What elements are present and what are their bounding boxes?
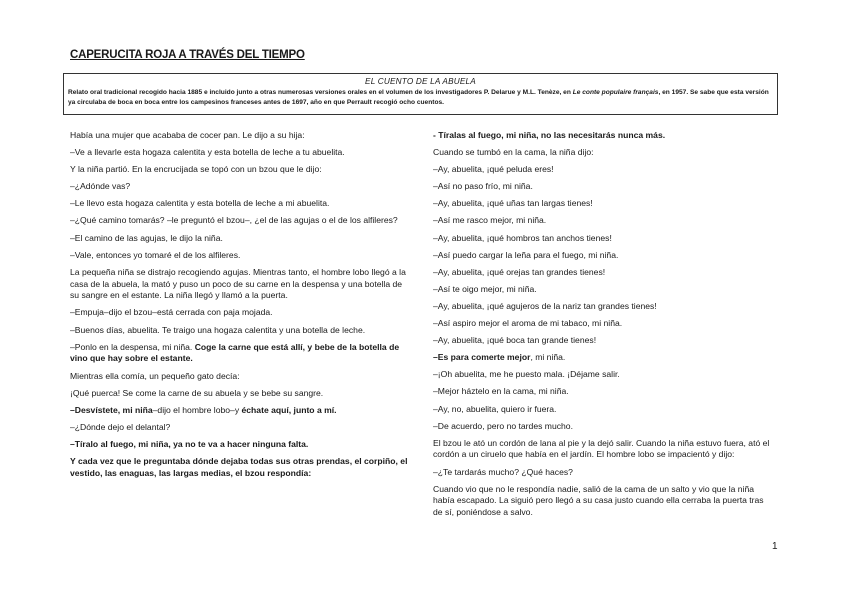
paragraph: Cuando se tumbó en la cama, la niña dijo: xyxy=(433,147,594,158)
text-bold: –Desvístete, mi niña xyxy=(70,404,153,415)
paragraph xyxy=(433,352,773,364)
paragraph: –¿Dónde dejo el delantal? xyxy=(70,421,171,432)
paragraph: –Mejor háztelo en la cama, mi niña. xyxy=(433,386,569,397)
paragraph: El bzou le ató un cordón de lana al pie y la dejó salir. Cuando la niña estuvo fuera, ató el cordón a un ciruelo que había en el jardín. El hombre lobo se impacientó y dijo: xyxy=(433,437,770,460)
paragraph: –Empuja–dijo el bzou–está cerrada con paja mojada. xyxy=(70,307,273,318)
text-plain: –Ponlo en la despensa, mi niña. xyxy=(70,341,195,352)
text-plain: –dijo el hombre lobo–y xyxy=(152,404,242,415)
paragraph: –Así no paso frío, mi niña. xyxy=(433,181,533,192)
paragraph: –Así te oigo mejor, mi niña. xyxy=(433,283,537,294)
paragraph: –Ay, abuelita, ¡qué agujeros de la nariz tan grandes tienes! xyxy=(433,300,657,311)
box-italic-title: Le conte populaire français xyxy=(572,89,659,96)
paragraph: –¿Qué camino tomarás? –le preguntó el bzou–, ¿el de las agujas o el de los alfileres? xyxy=(70,215,398,226)
document-title: CAPERUCITA ROJA A TRAVÉS DEL TIEMPO xyxy=(70,49,305,61)
paragraph: –Ay, abuelita, ¡qué orejas tan grandes tienes! xyxy=(433,266,606,277)
paragraph: –Tíralo al fuego, mi niña, ya no te va a hacer ninguna falta. xyxy=(70,438,309,449)
paragraph: –El camino de las agujas, le dijo la niña. xyxy=(70,232,223,243)
paragraph: La pequeña niña se distrajo recogiendo agujas. Mientras tanto, el hombre lobo llegó a la casa de la abuela, la mató y puso un poco de su carne en la despensa y una botella de su sangre en el estante. La niña llegó y llamó a la puerta. xyxy=(70,266,406,301)
paragraph: –Vale, entonces yo tomaré el de los alfileres. xyxy=(70,249,241,260)
paragraph xyxy=(70,342,410,366)
paragraph: –Así me rasco mejor, mi niña. xyxy=(433,215,547,226)
paragraph xyxy=(70,405,410,417)
paragraph: –¿Te tardarás mucho? ¿Qué haces? xyxy=(433,466,573,477)
paragraph: –Ay, no, abuelita, quiero ir fuera. xyxy=(433,403,557,414)
paragraph: –Ve a llevarle esta hogaza calentita y esta botella de leche a tu abuelita. xyxy=(70,147,345,158)
paragraph: Y cada vez que le preguntaba dónde dejaba todas sus otras prendas, el corpiño, el vestido, las enaguas, las largas medias, el bzou respondía: xyxy=(70,455,408,478)
box-text xyxy=(68,88,773,108)
paragraph: –Ay, abuelita, ¡qué boca tan grande tienes! xyxy=(433,335,597,346)
paragraph: Mientras ella comía, un pequeño gato decía: xyxy=(70,370,240,381)
text-bold: Coge la carne que está allí, y bebe de la botella de vino que hay sobre el estante. xyxy=(70,341,400,364)
paragraph: –Ay, abuelita, ¡qué uñas tan largas tienes! xyxy=(433,198,593,209)
text-bold: échate aquí, junto a mí. xyxy=(241,404,337,415)
box-text-after: , en 1957. Se sabe que esta versión ya circulaba de boca en boca entre los campesinos franceses antes de 1697, año en que Perrault recogió ocho cuentos. xyxy=(68,89,769,106)
text-bold: –Es para comerte mejor xyxy=(433,352,531,363)
paragraph: –¡Oh abuelita, me he puesto mala. ¡Déjame salir. xyxy=(433,369,620,380)
left-column xyxy=(70,130,410,485)
paragraph: –Así puedo cargar la leña para el fuego, mi niña. xyxy=(433,249,619,260)
right-column xyxy=(433,130,773,524)
box-text-before: Relato oral tradicional recogido hacia 1885 e incluido junto a otras numerosas versiones orales en el volumen de los investigadores P. Delarue y M.L. Tenèze, en xyxy=(68,89,573,96)
paragraph: - Tíralas al fuego, mi niña, no las necesitarás nunca más. xyxy=(433,130,666,140)
paragraph: Y la niña partió. En la encrucijada se topó con un bzou que le dijo: xyxy=(70,164,322,175)
page-number: 1 xyxy=(772,541,778,552)
paragraph: Había una mujer que acababa de cocer pan. Le dijo a su hija: xyxy=(70,130,305,140)
box-heading: EL CUENTO DE LA ABUELA xyxy=(365,77,476,86)
paragraph: –Buenos días, abuelita. Te traigo una hogaza calentita y una botella de leche. xyxy=(70,324,366,335)
paragraph: –De acuerdo, pero no tardes mucho. xyxy=(433,420,573,431)
paragraph: –Ay, abuelita, ¡qué peluda eres! xyxy=(433,164,554,175)
paragraph: –Le llevo esta hogaza calentita y esta botella de leche a mi abuelita. xyxy=(70,198,330,209)
text-plain: , mi niña. xyxy=(530,352,566,363)
paragraph: –¿Adónde vas? xyxy=(70,181,131,192)
intro-box xyxy=(63,73,778,115)
paragraph: –Ay, abuelita, ¡qué hombros tan anchos tienes! xyxy=(433,232,612,243)
paragraph: –Así aspiro mejor el aroma de mi tabaco, mi niña. xyxy=(433,318,623,329)
paragraph: ¡Qué puerca! Se come la carne de su abuela y se bebe su sangre. xyxy=(70,387,324,398)
paragraph: Cuando vio que no le respondía nadie, salió de la cama de un salto y vio que la niña había escapado. La siguió pero llegó a su casa justo cuando ella cerraba la puerta tras de sí, poniéndose a salvo. xyxy=(433,483,764,518)
